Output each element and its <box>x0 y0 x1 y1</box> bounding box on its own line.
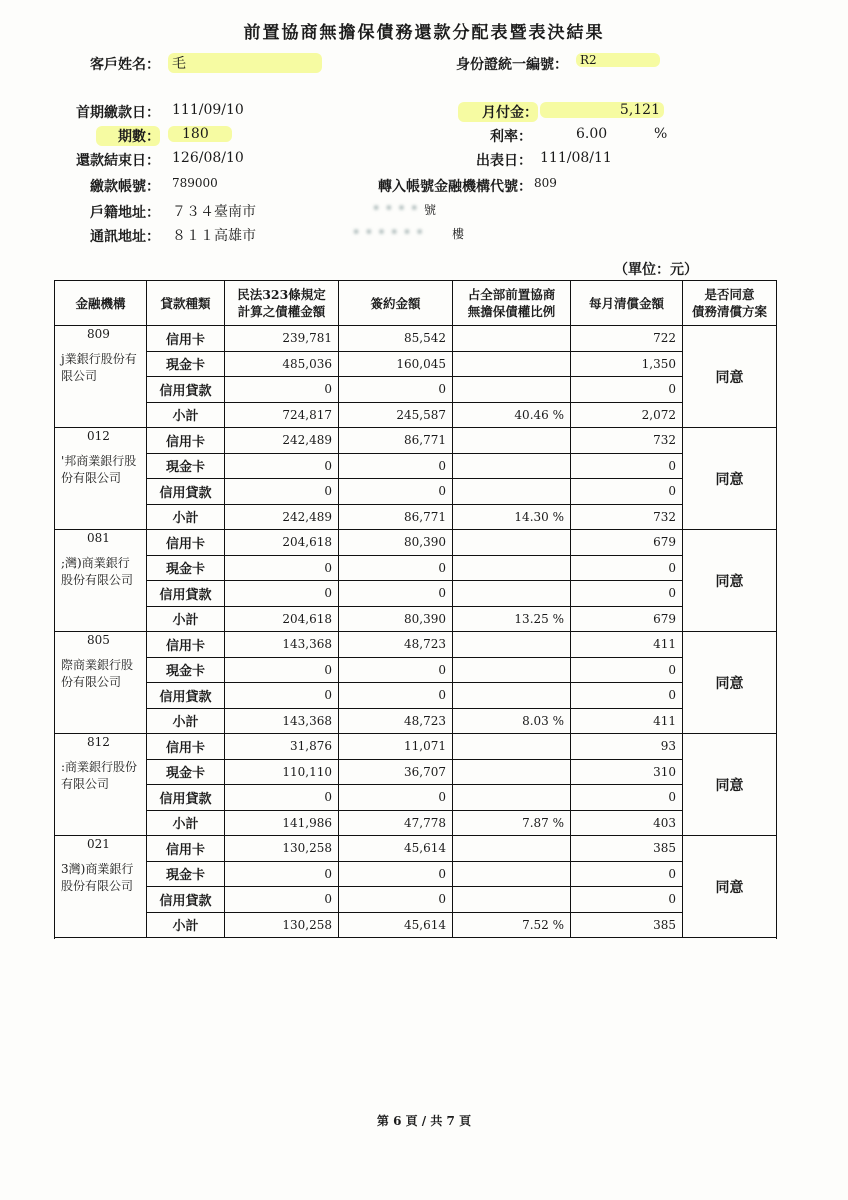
agree-cell: 同意 <box>683 836 777 938</box>
table-row <box>55 836 777 862</box>
ratio-cell <box>453 887 571 913</box>
table-row <box>55 810 777 836</box>
ratio-cell <box>453 453 571 479</box>
contract-amount-cell: 48,723 <box>339 632 453 658</box>
institution-cell <box>55 428 147 530</box>
ratio-cell: 40.46 % <box>453 402 571 428</box>
household-address-label: 戶籍地址： <box>90 205 160 221</box>
monthly-amount-cell: 0 <box>571 581 683 607</box>
contract-amount-cell: 80,390 <box>339 606 453 632</box>
ratio-cell <box>453 836 571 862</box>
monthly-amount-cell: 310 <box>571 759 683 785</box>
ratio-cell <box>453 530 571 556</box>
agree-cell: 同意 <box>683 326 777 428</box>
claim-amount-cell: 239,781 <box>225 326 339 352</box>
table-row <box>55 479 777 505</box>
claim-amount-cell: 143,368 <box>225 632 339 658</box>
monthly-amount-cell: 93 <box>571 734 683 760</box>
col-monthly-amount: 每月清償金額 <box>571 281 683 326</box>
periods-value: 180 <box>168 126 232 142</box>
ratio-cell: 7.87 % <box>453 810 571 836</box>
loan-type-cell: 小計 <box>147 402 225 428</box>
account-number: 789000 <box>172 176 218 190</box>
contract-amount-cell: 45,614 <box>339 912 453 938</box>
col-agree: 是否同意 債務清償方案 <box>683 281 777 326</box>
loan-type-cell: 現金卡 <box>147 759 225 785</box>
loan-type-cell: 信用卡 <box>147 836 225 862</box>
loan-type-cell: 信用卡 <box>147 428 225 454</box>
institution-code: 021 <box>87 837 110 851</box>
ratio-cell <box>453 657 571 683</box>
table-row <box>55 683 777 709</box>
monthly-amount-cell: 0 <box>571 861 683 887</box>
loan-type-cell: 現金卡 <box>147 351 225 377</box>
contract-amount-cell: 86,771 <box>339 504 453 530</box>
loan-type-cell: 小計 <box>147 810 225 836</box>
ratio-cell: 13.25 % <box>453 606 571 632</box>
monthly-amount-cell: 679 <box>571 606 683 632</box>
monthly-amount-cell: 0 <box>571 377 683 403</box>
page-title: 前置協商無擔保債務還款分配表暨表決結果 <box>243 23 605 43</box>
contract-amount-cell: 0 <box>339 887 453 913</box>
first-payment-label: 首期繳款日： <box>76 105 160 121</box>
claim-amount-cell: 130,258 <box>225 912 339 938</box>
claim-amount-cell: 204,618 <box>225 530 339 556</box>
monthly-amount-cell: 403 <box>571 810 683 836</box>
contract-amount-cell: 0 <box>339 785 453 811</box>
monthly-amount-cell: 0 <box>571 657 683 683</box>
contract-amount-cell: 45,614 <box>339 836 453 862</box>
mail-address-label: 通訊地址： <box>90 229 160 245</box>
claim-amount-cell: 0 <box>225 785 339 811</box>
claim-amount-cell: 0 <box>225 683 339 709</box>
ratio-cell <box>453 759 571 785</box>
institution-cell <box>55 734 147 836</box>
monthly-amount-cell: 2,072 <box>571 402 683 428</box>
loan-type-cell: 信用貸款 <box>147 581 225 607</box>
monthly-amount-cell: 0 <box>571 479 683 505</box>
issue-date: 111/08/11 <box>540 150 612 166</box>
institution-name: 3灣)商業銀行股份有限公司 <box>61 862 134 893</box>
table-row <box>55 912 777 938</box>
monthly-amount-cell: 732 <box>571 504 683 530</box>
claim-amount-cell: 0 <box>225 861 339 887</box>
agree-cell: 同意 <box>683 632 777 734</box>
ratio-cell <box>453 861 571 887</box>
claim-amount-cell: 141,986 <box>225 810 339 836</box>
institution-name: 際商業銀行股份有限公司 <box>61 658 134 689</box>
customer-name: 毛 <box>168 53 322 73</box>
contract-amount-cell: 86,771 <box>339 428 453 454</box>
contract-amount-cell: 80,390 <box>339 530 453 556</box>
table-row <box>55 530 777 556</box>
table-row <box>55 555 777 581</box>
agree-cell: 同意 <box>683 734 777 836</box>
issue-date-label: 出表日： <box>476 153 532 169</box>
table-row <box>55 428 777 454</box>
loan-type-cell: 信用卡 <box>147 326 225 352</box>
contract-amount-cell: 11,071 <box>339 734 453 760</box>
claim-amount-cell: 31,876 <box>225 734 339 760</box>
col-ratio: 占全部前置協商 無擔保債權比例 <box>453 281 571 326</box>
loan-type-cell: 現金卡 <box>147 453 225 479</box>
claim-amount-cell: 724,817 <box>225 402 339 428</box>
monthly-amount-cell: 732 <box>571 428 683 454</box>
loan-type-cell: 信用卡 <box>147 632 225 658</box>
institution-name: :商業銀行股份有限公司 <box>61 760 138 791</box>
col-claim-amount: 民法323條規定 計算之債權金額 <box>225 281 339 326</box>
institution-code: 012 <box>87 429 110 443</box>
monthly-amount-cell: 0 <box>571 453 683 479</box>
table-row <box>55 632 777 658</box>
contract-amount-cell: 48,723 <box>339 708 453 734</box>
rate-unit: % <box>654 126 668 142</box>
claim-amount-cell: 0 <box>225 453 339 479</box>
loan-type-cell: 現金卡 <box>147 861 225 887</box>
end-date-label: 還款結束日： <box>76 153 160 169</box>
loan-type-cell: 現金卡 <box>147 657 225 683</box>
agree-cell: 同意 <box>683 428 777 530</box>
transfer-code: 809 <box>534 176 557 190</box>
loan-type-cell: 信用卡 <box>147 734 225 760</box>
monthly-amount-cell: 679 <box>571 530 683 556</box>
loan-type-cell: 小計 <box>147 708 225 734</box>
contract-amount-cell: 0 <box>339 453 453 479</box>
ratio-cell <box>453 581 571 607</box>
table-row <box>55 657 777 683</box>
contract-amount-cell: 0 <box>339 555 453 581</box>
table-row <box>55 759 777 785</box>
table-row <box>55 351 777 377</box>
household-address: ７３４臺南市 <box>172 204 256 220</box>
institution-cell <box>55 836 147 938</box>
ratio-cell <box>453 377 571 403</box>
table-row <box>55 326 777 352</box>
account-label: 繳款帳號： <box>90 179 160 195</box>
allocation-table <box>54 280 777 938</box>
ratio-cell <box>453 785 571 811</box>
claim-amount-cell: 143,368 <box>225 708 339 734</box>
claim-amount-cell: 130,258 <box>225 836 339 862</box>
claim-amount-cell: 110,110 <box>225 759 339 785</box>
unit-note: （單位：元） <box>614 262 698 278</box>
table-row <box>55 708 777 734</box>
ratio-cell <box>453 479 571 505</box>
institution-cell <box>55 632 147 734</box>
claim-amount-cell: 485,036 <box>225 351 339 377</box>
household-address-tail: 號 <box>424 203 437 217</box>
table-row <box>55 887 777 913</box>
claim-amount-cell: 0 <box>225 657 339 683</box>
claim-amount-cell: 204,618 <box>225 606 339 632</box>
claim-amount-cell: 0 <box>225 555 339 581</box>
table-header-row <box>55 281 777 326</box>
table-row <box>55 504 777 530</box>
claim-amount-cell: 242,489 <box>225 504 339 530</box>
institution-code: 805 <box>87 633 110 647</box>
col-institution: 金融機構 <box>55 281 147 326</box>
ratio-cell <box>453 351 571 377</box>
table-row <box>55 734 777 760</box>
ratio-cell <box>453 734 571 760</box>
monthly-amount-cell: 0 <box>571 785 683 811</box>
end-date: 126/08/10 <box>172 150 244 166</box>
institution-cell <box>55 530 147 632</box>
contract-amount-cell: 160,045 <box>339 351 453 377</box>
table-row <box>55 606 777 632</box>
contract-amount-cell: 85,542 <box>339 326 453 352</box>
contract-amount-cell: 0 <box>339 657 453 683</box>
institution-code: 812 <box>87 735 110 749</box>
claim-amount-cell: 0 <box>225 581 339 607</box>
first-payment-date: 111/09/10 <box>172 102 244 118</box>
monthly-amount-cell: 1,350 <box>571 351 683 377</box>
table-row <box>55 785 777 811</box>
monthly-amount-cell: 411 <box>571 708 683 734</box>
ratio-cell <box>453 428 571 454</box>
contract-amount-cell: 0 <box>339 377 453 403</box>
institution-name: '邦商業銀行股份有限公司 <box>61 454 137 485</box>
table-row <box>55 453 777 479</box>
claim-amount-cell: 242,489 <box>225 428 339 454</box>
institution-code: 081 <box>87 531 110 545</box>
monthly-amount-cell: 0 <box>571 887 683 913</box>
household-address-redacted: • • • • <box>372 201 419 217</box>
loan-type-cell: 信用貸款 <box>147 887 225 913</box>
ratio-cell <box>453 632 571 658</box>
col-loan-type: 貸款種類 <box>147 281 225 326</box>
contract-amount-cell: 47,778 <box>339 810 453 836</box>
claim-amount-cell: 0 <box>225 377 339 403</box>
contract-amount-cell: 0 <box>339 683 453 709</box>
loan-type-cell: 信用貸款 <box>147 479 225 505</box>
monthly-amount-cell: 385 <box>571 912 683 938</box>
mail-address-tail: 樓 <box>452 227 465 241</box>
contract-amount-cell: 0 <box>339 861 453 887</box>
monthly-payment-label: 月付金： <box>458 102 538 122</box>
table-row <box>55 581 777 607</box>
monthly-amount-cell: 385 <box>571 836 683 862</box>
claim-amount-cell: 0 <box>225 887 339 913</box>
loan-type-cell: 信用貸款 <box>147 377 225 403</box>
table-row <box>55 402 777 428</box>
institution-cell <box>55 326 147 428</box>
rate-value: 6.00 <box>576 126 608 142</box>
ratio-cell: 14.30 % <box>453 504 571 530</box>
loan-type-cell: 小計 <box>147 504 225 530</box>
page-footer: 第 6 頁 / 共 7 頁 <box>376 1114 472 1128</box>
monthly-payment-value: 5,121 <box>540 102 664 118</box>
ratio-cell: 8.03 % <box>453 708 571 734</box>
periods-label: 期數： <box>96 126 160 146</box>
monthly-amount-cell: 722 <box>571 326 683 352</box>
ratio-cell <box>453 326 571 352</box>
col-contract-amount: 簽約金額 <box>339 281 453 326</box>
loan-type-cell: 信用卡 <box>147 530 225 556</box>
institution-code: 809 <box>87 327 110 341</box>
ratio-cell: 7.52 % <box>453 912 571 938</box>
contract-amount-cell: 245,587 <box>339 402 453 428</box>
institution-name: j業銀行股份有限公司 <box>61 352 137 383</box>
monthly-amount-cell: 0 <box>571 683 683 709</box>
claim-amount-cell: 0 <box>225 479 339 505</box>
transfer-code-label: 轉入帳號金融機構代號： <box>378 179 532 195</box>
monthly-amount-cell: 0 <box>571 555 683 581</box>
table-row <box>55 377 777 403</box>
loan-type-cell: 小計 <box>147 606 225 632</box>
contract-amount-cell: 0 <box>339 479 453 505</box>
contract-amount-cell: 36,707 <box>339 759 453 785</box>
contract-amount-cell: 0 <box>339 581 453 607</box>
mail-address: ８１１高雄市 <box>172 228 256 244</box>
table-row <box>55 861 777 887</box>
id-value: R2 <box>576 53 660 67</box>
monthly-amount-cell: 411 <box>571 632 683 658</box>
loan-type-cell: 信用貸款 <box>147 785 225 811</box>
id-label: 身份證統一編號： <box>456 57 568 73</box>
loan-type-cell: 小計 <box>147 912 225 938</box>
mail-address-redacted: • • • • • • <box>352 225 424 241</box>
ratio-cell <box>453 555 571 581</box>
ratio-cell <box>453 683 571 709</box>
customer-name-label: 客戶姓名： <box>90 57 160 73</box>
loan-type-cell: 信用貸款 <box>147 683 225 709</box>
rate-label: 利率： <box>490 129 532 145</box>
agree-cell: 同意 <box>683 530 777 632</box>
loan-type-cell: 現金卡 <box>147 555 225 581</box>
institution-name: ;灣)商業銀行股份有限公司 <box>61 556 134 587</box>
